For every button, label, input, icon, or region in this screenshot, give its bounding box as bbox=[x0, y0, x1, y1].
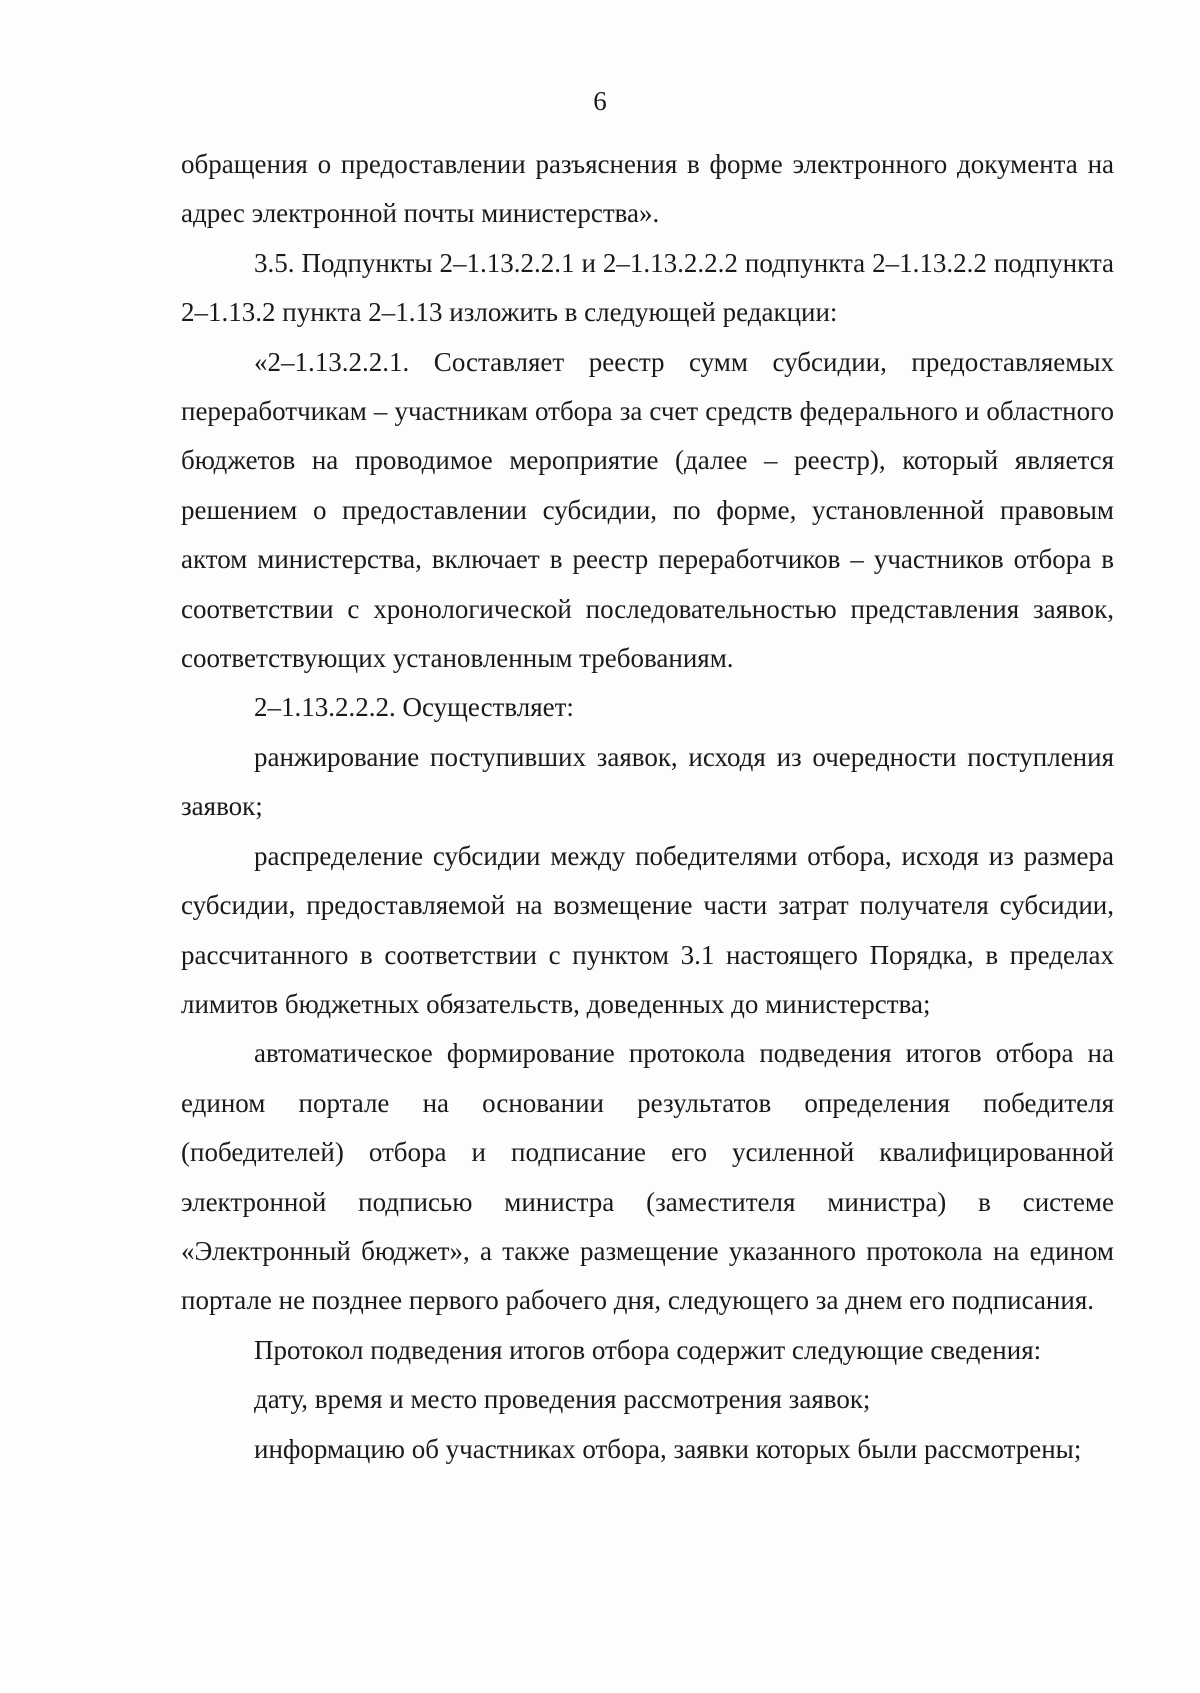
paragraph-date-time-place: дату, время и место проведения рассмотрения заявок; bbox=[254, 1384, 871, 1415]
paragraph-ranking: ранжирование поступивших заявок, исходя из очередности поступления заявок; bbox=[181, 741, 1114, 822]
paragraph-distribution: распределение субсидии между победителями отбора, исходя из размера субсидии, предоставляемой на возмещение части затрат получателя субсидии, рассчитанного в соответствии с пунктом 3.1 настоящего Порядка, в пределах лимитов бюджетных обязательств, доведенных до министерства; bbox=[181, 840, 1114, 1019]
document-body bbox=[181, 140, 1114, 1474]
paragraph-protocol-contents: Протокол подведения итогов отбора содержит следующие сведения: bbox=[254, 1334, 1042, 1365]
paragraph-continuation: обращения о предоставлении разъяснения в форме электронного документа на адрес электронной почты министерства». bbox=[181, 149, 1114, 229]
paragraph-subclause-2-1-13-2-2-1: «2–1.13.2.2.1. Составляет реестр сумм субсидии, предоставляемых переработчикам – участникам отбора за счет средств федерального и областного бюджетов на проводимое мероприятие (далее – реестр), который является решением о предоставлении субсидии, по форме, установленной правовым актом министерства, включает в реестр переработчиков – участников отбора в соответствии с хронологической последовательностью представления заявок, соответствующих установленным требованиям. bbox=[181, 346, 1114, 674]
paragraph-protocol-formation: автоматическое формирование протокола подведения итогов отбора на едином портале на основании результатов определения победителя (победителей) отбора и подписание его усиленной квалифицированной электронной подписью министра (заместителя министра) в системе «Электронный бюджет», а также размещение указанного протокола на едином портале не позднее первого рабочего дня, следующего за днем его подписания. bbox=[181, 1038, 1114, 1316]
paragraph-subclause-2-1-13-2-2-2: 2–1.13.2.2.2. Осуществляет: bbox=[254, 692, 574, 723]
page-number: 6 bbox=[593, 86, 607, 116]
paragraph-participants-info: информацию об участниках отбора, заявки которых были рассмотрены; bbox=[254, 1433, 1082, 1464]
paragraph-clause-3-5: 3.5. Подпункты 2–1.13.2.2.1 и 2–1.13.2.2.2 подпункта 2–1.13.2.2 подпункта 2–1.13.2 пункта 2–1.13 изложить в следующей редакции: bbox=[181, 247, 1114, 328]
